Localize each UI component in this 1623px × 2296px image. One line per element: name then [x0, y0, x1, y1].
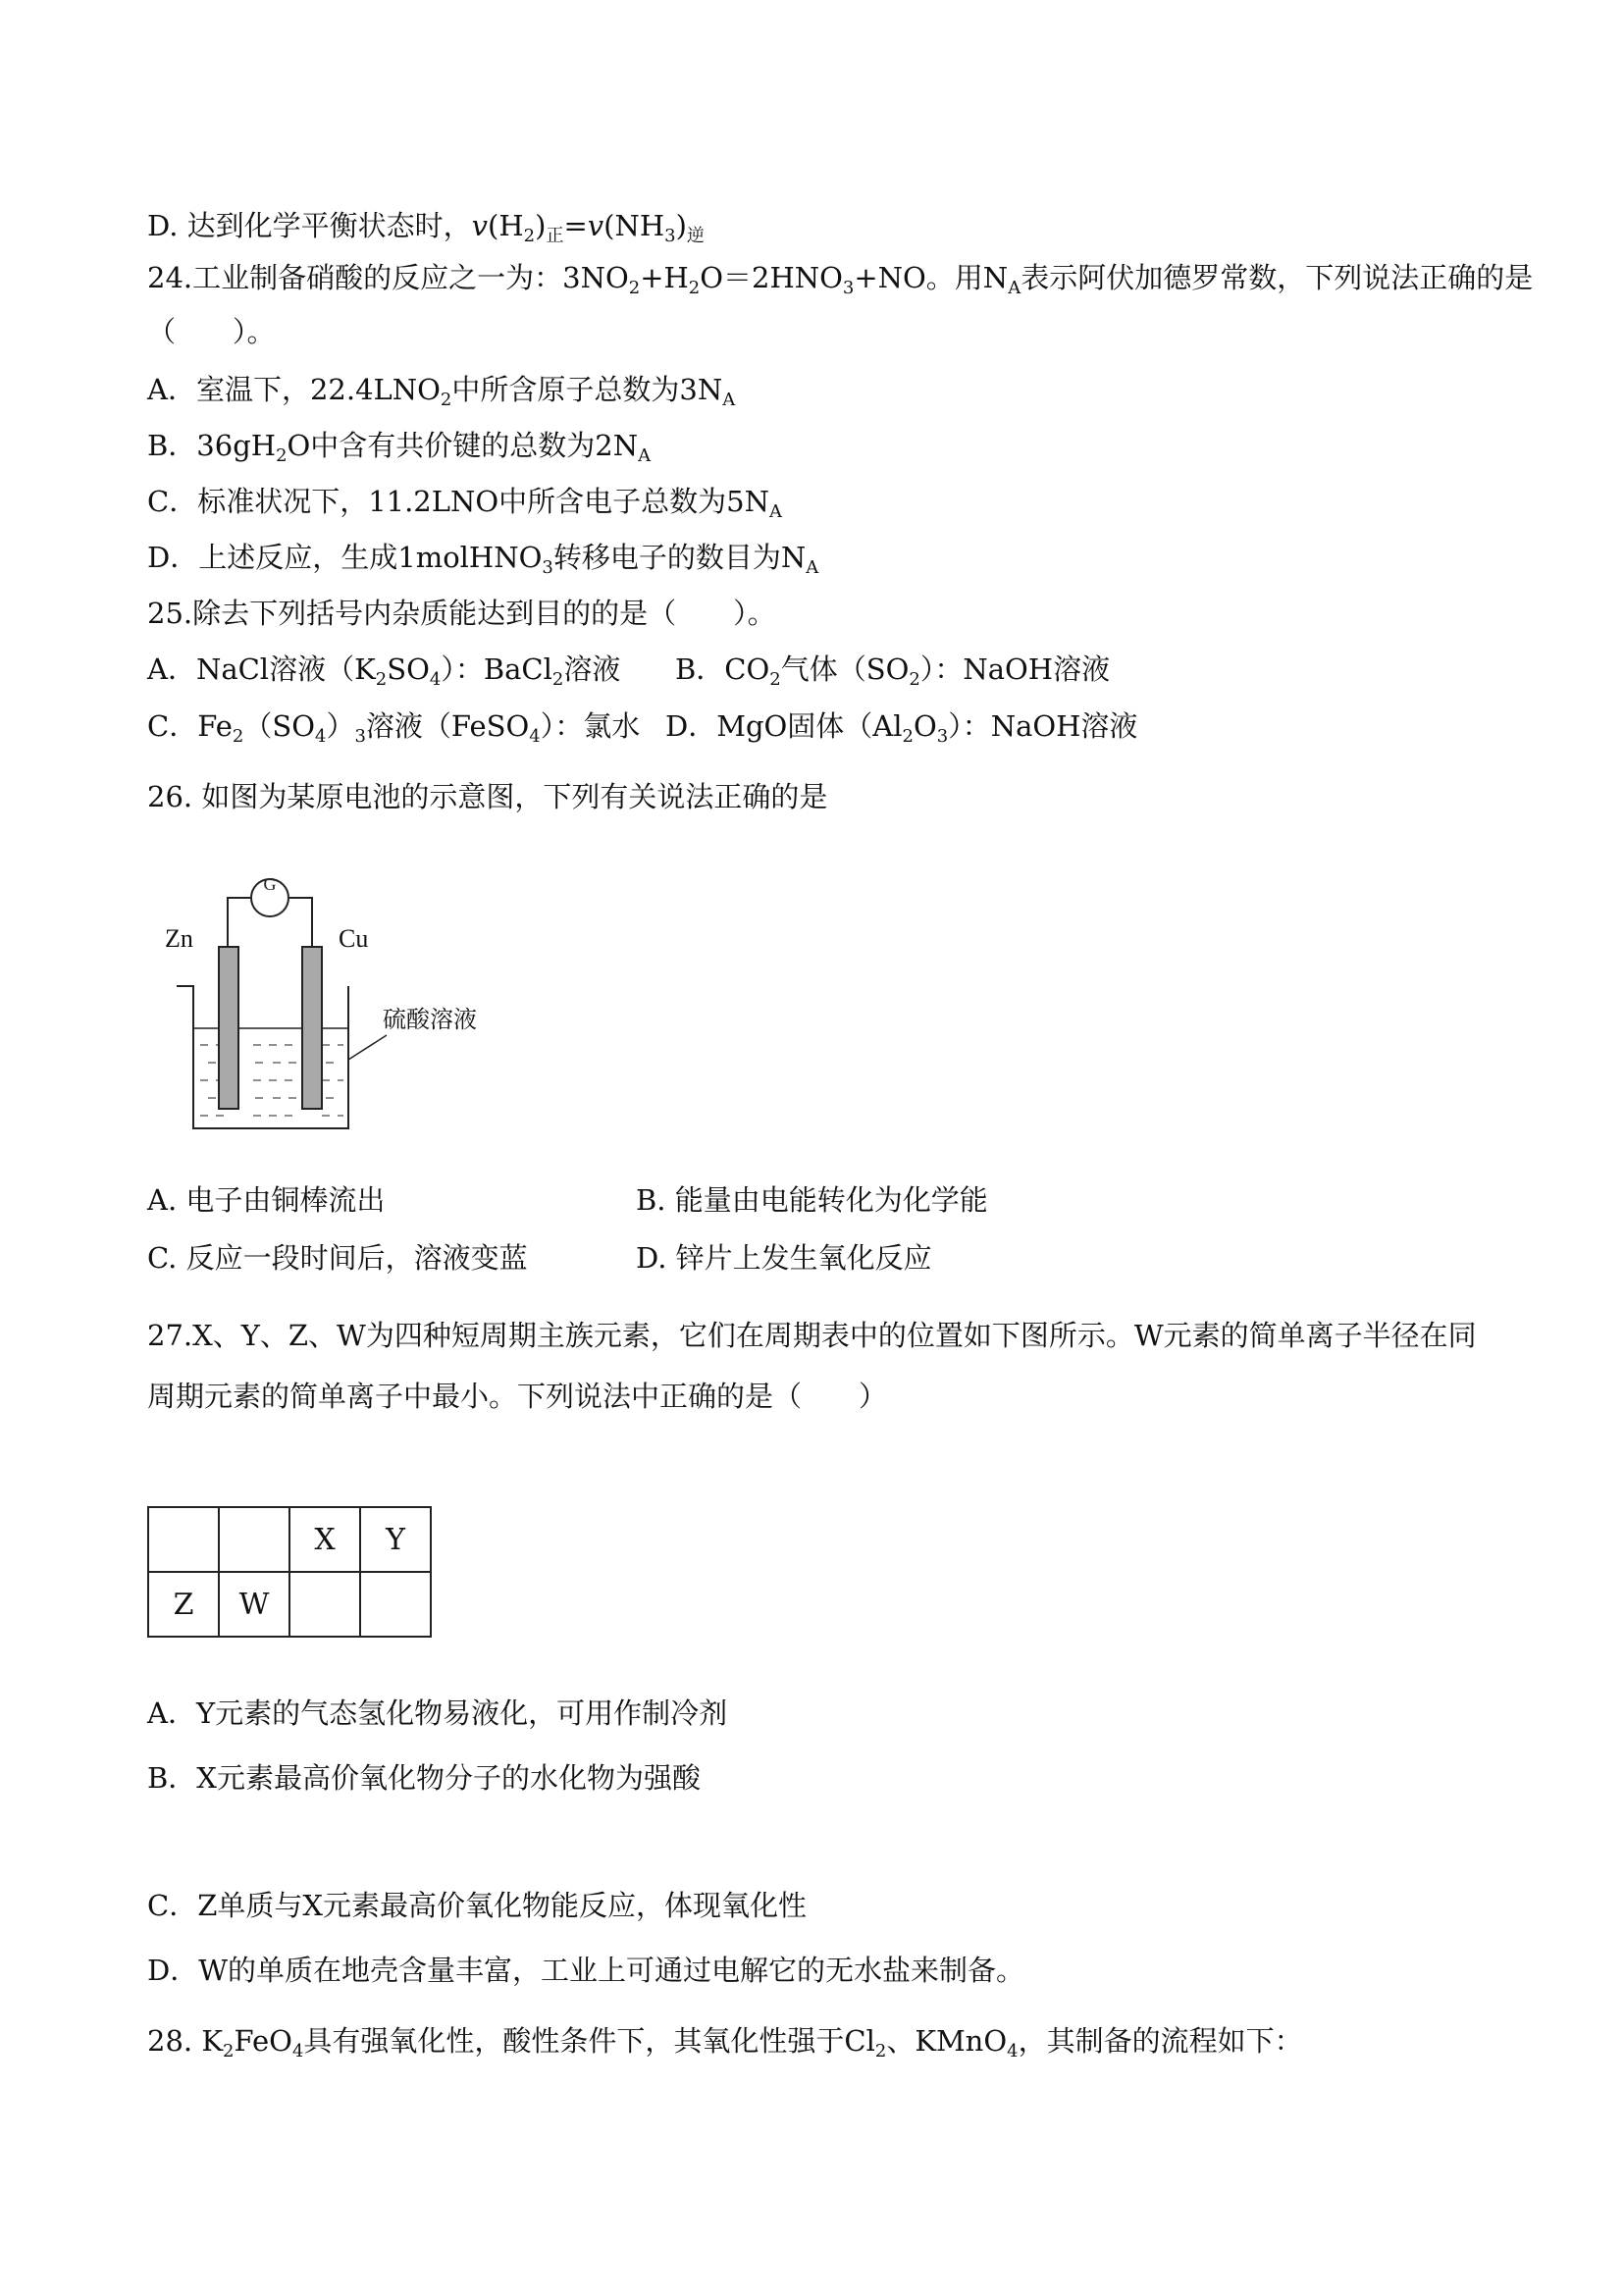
- q27-stem-line1: 27.X、Y、Z、W为四种短周期主族元素，它们在周期表中的位置如下图所示。W元素的简单离子半径在同: [147, 1319, 1477, 1352]
- q23-option-d: D. 达到化学平衡状态时，$v(H_2)_正=v(NH_3)_逆$: [147, 209, 705, 246]
- q26-option-b: B. 能量由电能转化为化学能: [636, 1183, 988, 1217]
- zinc-electrode: [219, 947, 238, 1109]
- q24-option-d: D．上述反应，生成1molHNO$_3$转移电子的数目为$N_A$: [147, 541, 819, 578]
- q27-stem-line2: 周期元素的简单离子中最小。下列说法中正确的是（ ）: [147, 1380, 888, 1413]
- solution-label: 硫酸溶液: [383, 1006, 477, 1033]
- q26-option-a: A. 电子由铜棒流出: [147, 1183, 386, 1217]
- q27-option-d: D．W的单质在地壳含量丰富，工业上可通过电解它的无水盐来制备。: [147, 1954, 1025, 1987]
- cu-label: Cu: [339, 924, 369, 953]
- q27-option-a: A．Y元素的气态氢化物易液化，可用作制冷剂: [147, 1696, 728, 1730]
- table-cell: [289, 1572, 360, 1637]
- q24-option-a: A．室温下，$22.4LNO_2$中所含原子总数为$3N_A$: [147, 373, 736, 410]
- zn-label: Zn: [165, 924, 193, 953]
- table-cell: X: [289, 1507, 360, 1572]
- q24-answer-paren: （ ）。: [147, 315, 276, 348]
- table-cell: [148, 1507, 219, 1572]
- table-row: [148, 1507, 431, 1572]
- table-cell: [219, 1507, 289, 1572]
- q24-option-c: C．标准状况下，11.2LNO中所含电子总数为$5N_A$: [147, 485, 782, 522]
- table-cell: [360, 1572, 431, 1637]
- table-cell: Z: [148, 1572, 219, 1637]
- q26-option-d: D. 锌片上发生氧化反应: [636, 1241, 932, 1275]
- q25-stem: 25.除去下列括号内杂质能达到目的的是（ ）。: [147, 597, 776, 630]
- galvanic-cell-diagram: [157, 868, 500, 1148]
- q24-stem: 24.工业制备硝酸的反应之一为：$3NO_2+H_2O=2HNO_3+NO$。用$N_A$表示阿伏加德罗常数，下列说法正确的是: [147, 261, 1534, 298]
- q24-option-b: B．$36gH_2O$中含有共价键的总数为$2N_A$: [147, 429, 652, 466]
- q26-option-c: C. 反应一段时间后，溶液变蓝: [147, 1241, 528, 1275]
- q27-option-b: B．X元素最高价氧化物分子的水化物为强酸: [147, 1761, 701, 1795]
- q25-option-b: B．$CO_2$气体$(SO_2)$：NaOH溶液: [675, 652, 1111, 690]
- q26-stem: 26. 如图为某原电池的示意图，下列有关说法正确的是: [147, 780, 828, 813]
- table-row: [148, 1572, 431, 1637]
- galvanometer-label: G: [263, 874, 277, 894]
- q25-option-d: D．MgO固体$(Al_2O_3)$：NaOH溶液: [665, 709, 1138, 747]
- q25-option-a: A．NaCl溶液$(K_2SO_4)$：BaCl$_2$溶液: [147, 652, 621, 690]
- copper-electrode: [302, 947, 322, 1109]
- q25-option-c: C．$Fe_2(SO_4)_3$溶液（FeSO$_4$）：氯水: [147, 709, 641, 747]
- q28-stem: 28. $K_2FeO_4$具有强氧化性，酸性条件下，其氧化性强于$Cl_2$、KMnO$_4$，其制备的流程如下：: [147, 2024, 1303, 2061]
- periodic-table-fragment: [147, 1506, 432, 1638]
- q27-option-c: C．Z单质与X元素最高价氧化物能反应，体现氧化性: [147, 1889, 807, 1922]
- table-cell: W: [219, 1572, 289, 1637]
- solution-leader-line: [348, 1035, 387, 1060]
- table-cell: Y: [360, 1507, 431, 1572]
